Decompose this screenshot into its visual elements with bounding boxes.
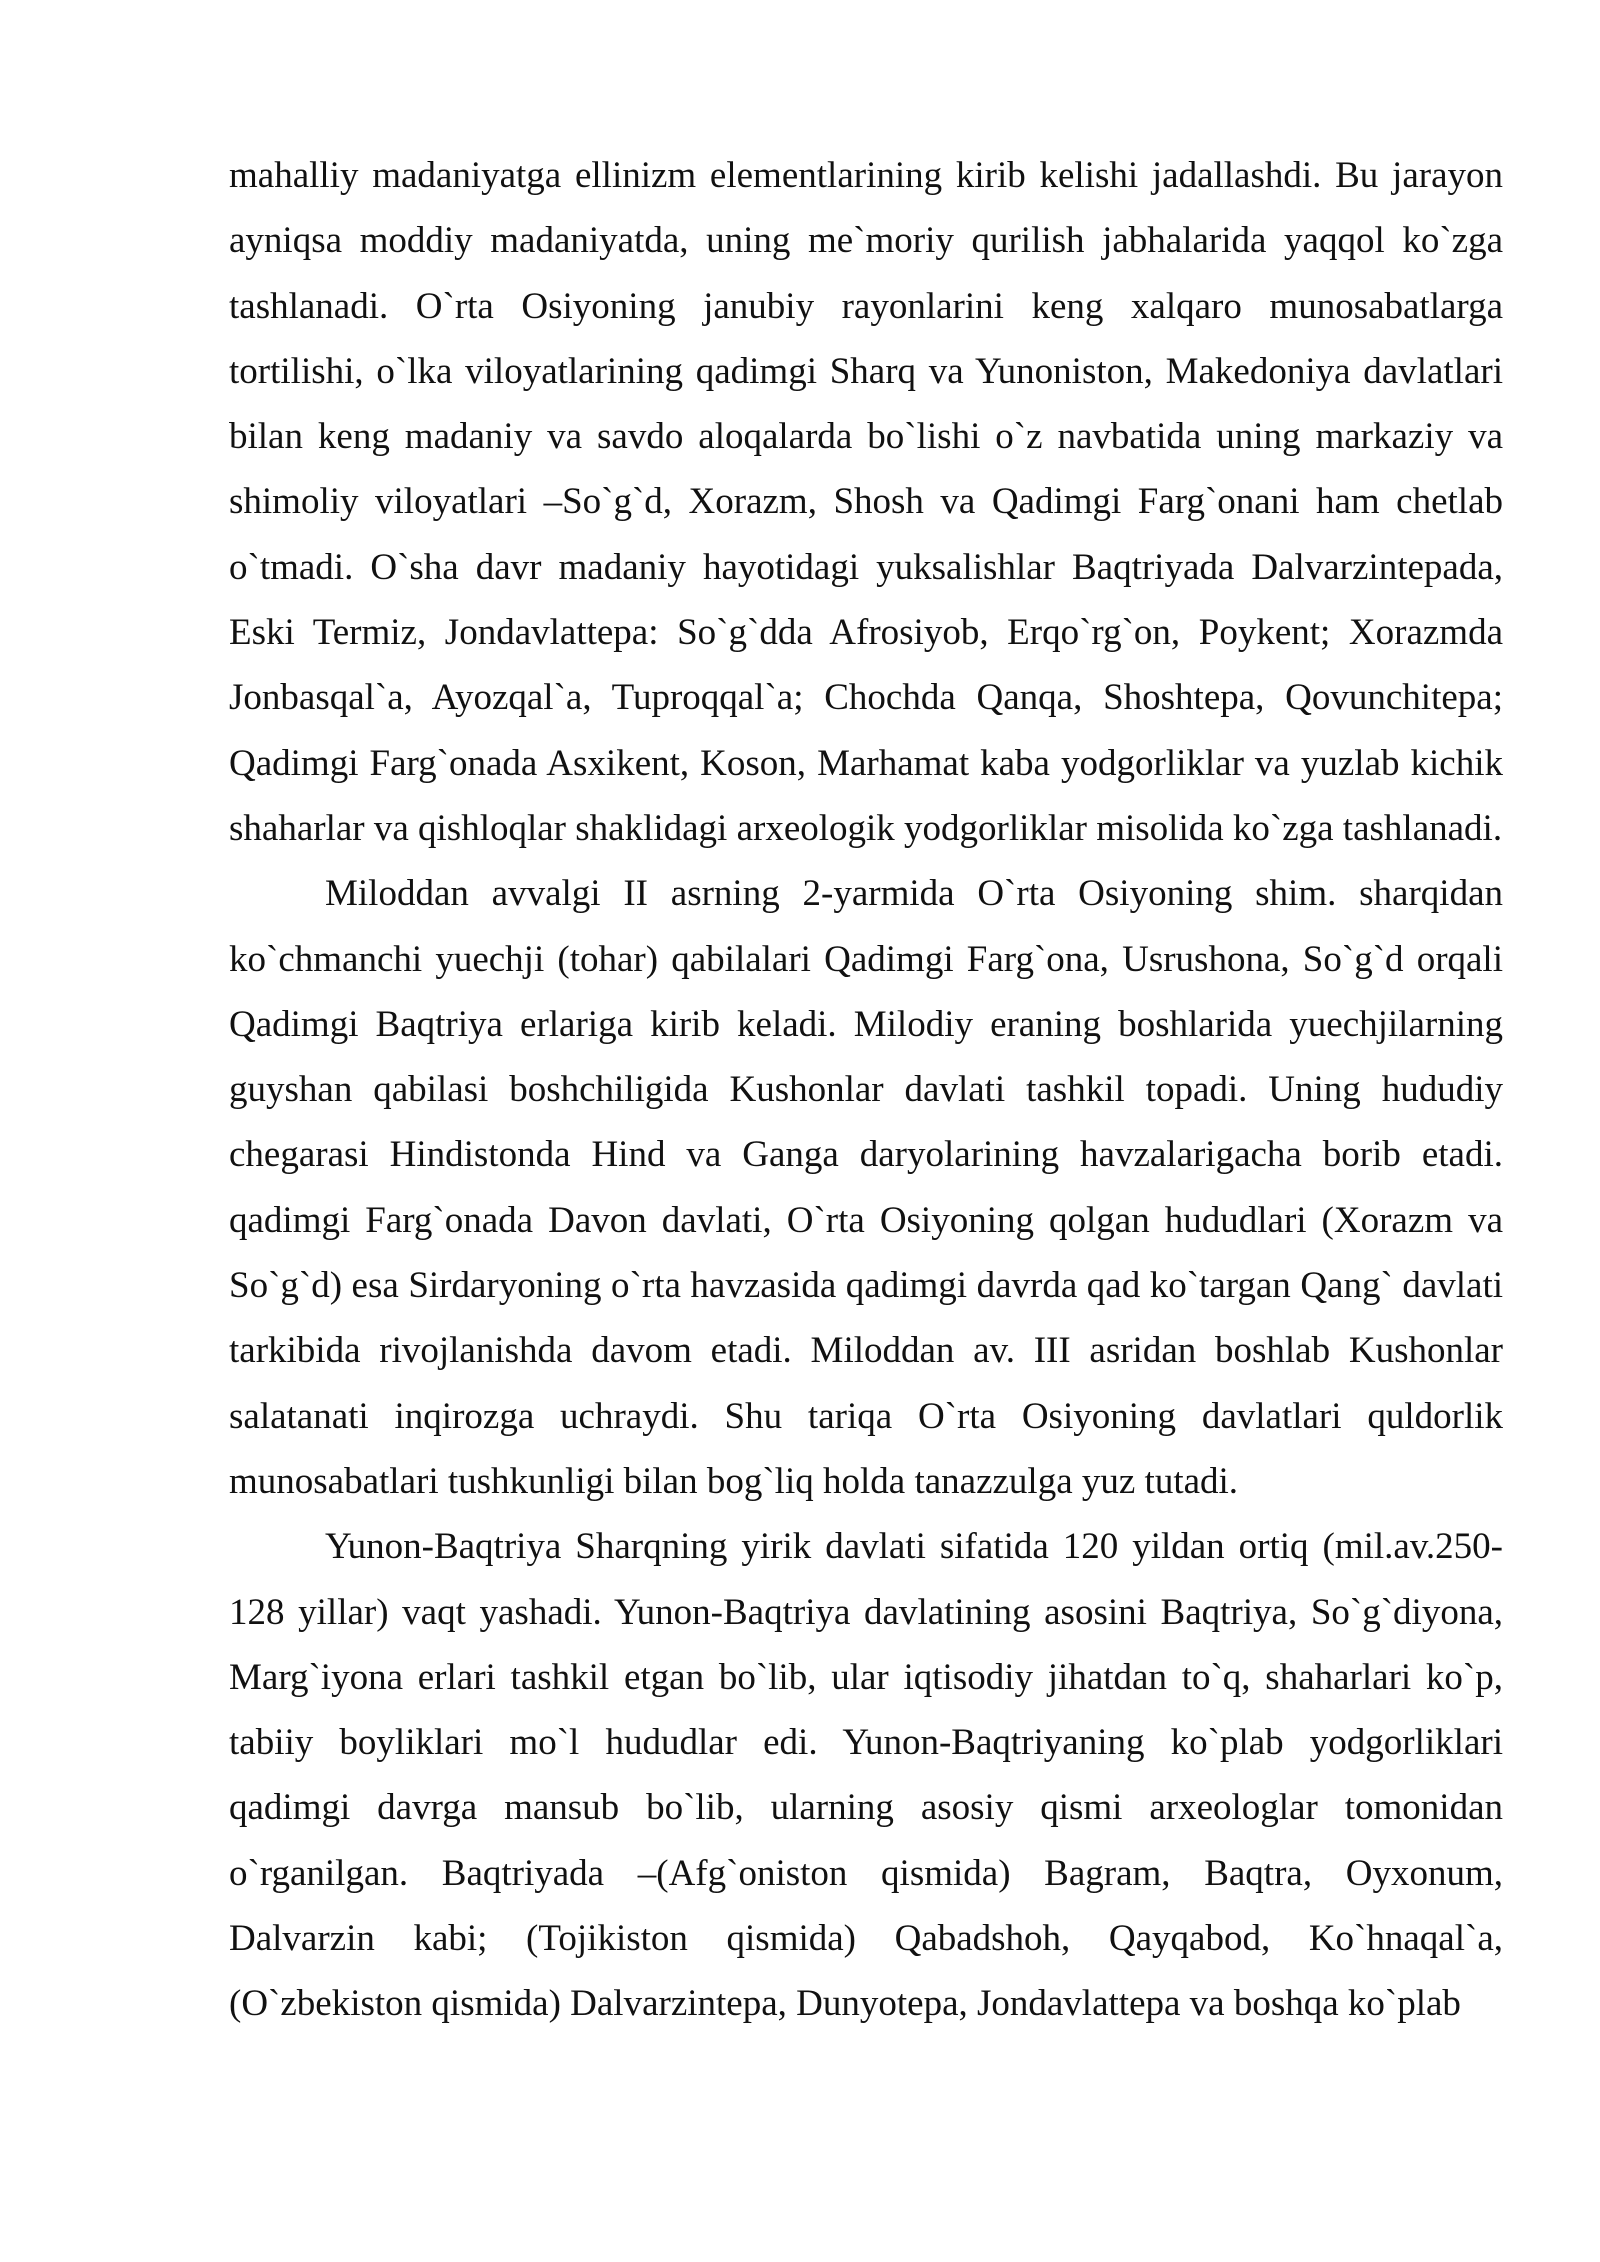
paragraph-1: mahalliy madaniyatga ellinizm elementlarining kirib kelishi jadallashdi. Bu jarayon ayniqsa moddiy madaniyatda, uning me`moriy qurilish jabhalarida yaqqol ko`zga tashlanadi. O`rta Osiyoning janubiy rayonlarini keng xalqaro munosabatlarga tortilishi, o`lka viloyatlarining qadimgi Sharq va Yunoniston, Makedoniya davlatlari bilan keng madaniy va savdo aloqalarda bo`lishi o`z navbatida uning markaziy va shimoliy viloyatlari –So`g`d, Xorazm, Shosh va Qadimgi Farg`onani ham chetlab o`tmadi. O`sha davr madaniy hayotidagi yuksalishlar Baqtriyada Dalvarzintepada, Eski Termiz, Jondavlattepa: So`g`dda Afrosiyob, Erqo`rg`on, Poykent; Xorazmda Jonbasqal`a, Ayozqal`a, Tuproqqal`a; Chochda Qanqa, Shoshtepa, Qovunchitepa; Qadimgi Farg`onada Asxikent, Koson, Marhamat kaba yodgorliklar va yuzlab kichik shaharlar va qishloqlar shaklidagi arxeologik yodgorliklar misolida ko`zga tashlanadi. — [229, 155, 1503, 849]
body-text — [229, 143, 1503, 2037]
paragraph-2: Miloddan avvalgi II asrning 2-yarmida O`rta Osiyoning shim. sharqidan ko`chmanchi yuechji (tohar) qabilalari Qadimgi Farg`ona, Usrushona, So`g`d orqali Qadimgi Baqtriya erlariga kirib keladi. Milodiy eraning boshlarida yuechjilarning guyshan qabilasi boshchiligida Kushonlar davlati tashkil topadi. Uning hududiy chegarasi Hindistonda Hind va Ganga daryolarining havzalarigacha borib etadi. qadimgi Farg`onada Davon davlati, O`rta Osiyoning qolgan hududlari (Xorazm va So`g`d) esa Sirdaryoning o`rta havzasida qadimgi davrda qad ko`targan Qang` davlati tarkibida rivojlanishda davom etadi. Miloddan av. III asridan boshlab Kushonlar salatanati inqirozga uchraydi. Shu tariqa O`rta Osiyoning davlatlari quldorlik munosabatlari tushkunligi bilan bog`liq holda tanazzulga yuz tutadi. — [229, 873, 1503, 1502]
paragraph-3: Yunon-Baqtriya Sharqning yirik davlati sifatida 120 yildan ortiq (mil.av.250-128 yillar) vaqt yashadi. Yunon-Baqtriya davlatining asosini Baqtriya, So`g`diyona, Marg`iyona erlari tashkil etgan bo`lib, ular iqtisodiy jihatdan to`q, shaharlari ko`p, tabiiy boyliklari mo`l hududlar edi. Yunon-Baqtriyaning ko`plab yodgorliklari qadimgi davrga mansub bo`lib, ularning asosiy qismi arxeologlar tomonidan o`rganilgan. Baqtriyada –(Afg`oniston qismida) Bagram, Baqtra, Oyxonum, Dalvarzin kabi; (Tojikiston qismida) Qabadshoh, Qayqabod, Ko`hnaqal`a, (O`zbekiston qismida) Dalvarzintepa, Dunyotepa, Jondavlattepa va boshqa ko`plab — [229, 1526, 1503, 2025]
